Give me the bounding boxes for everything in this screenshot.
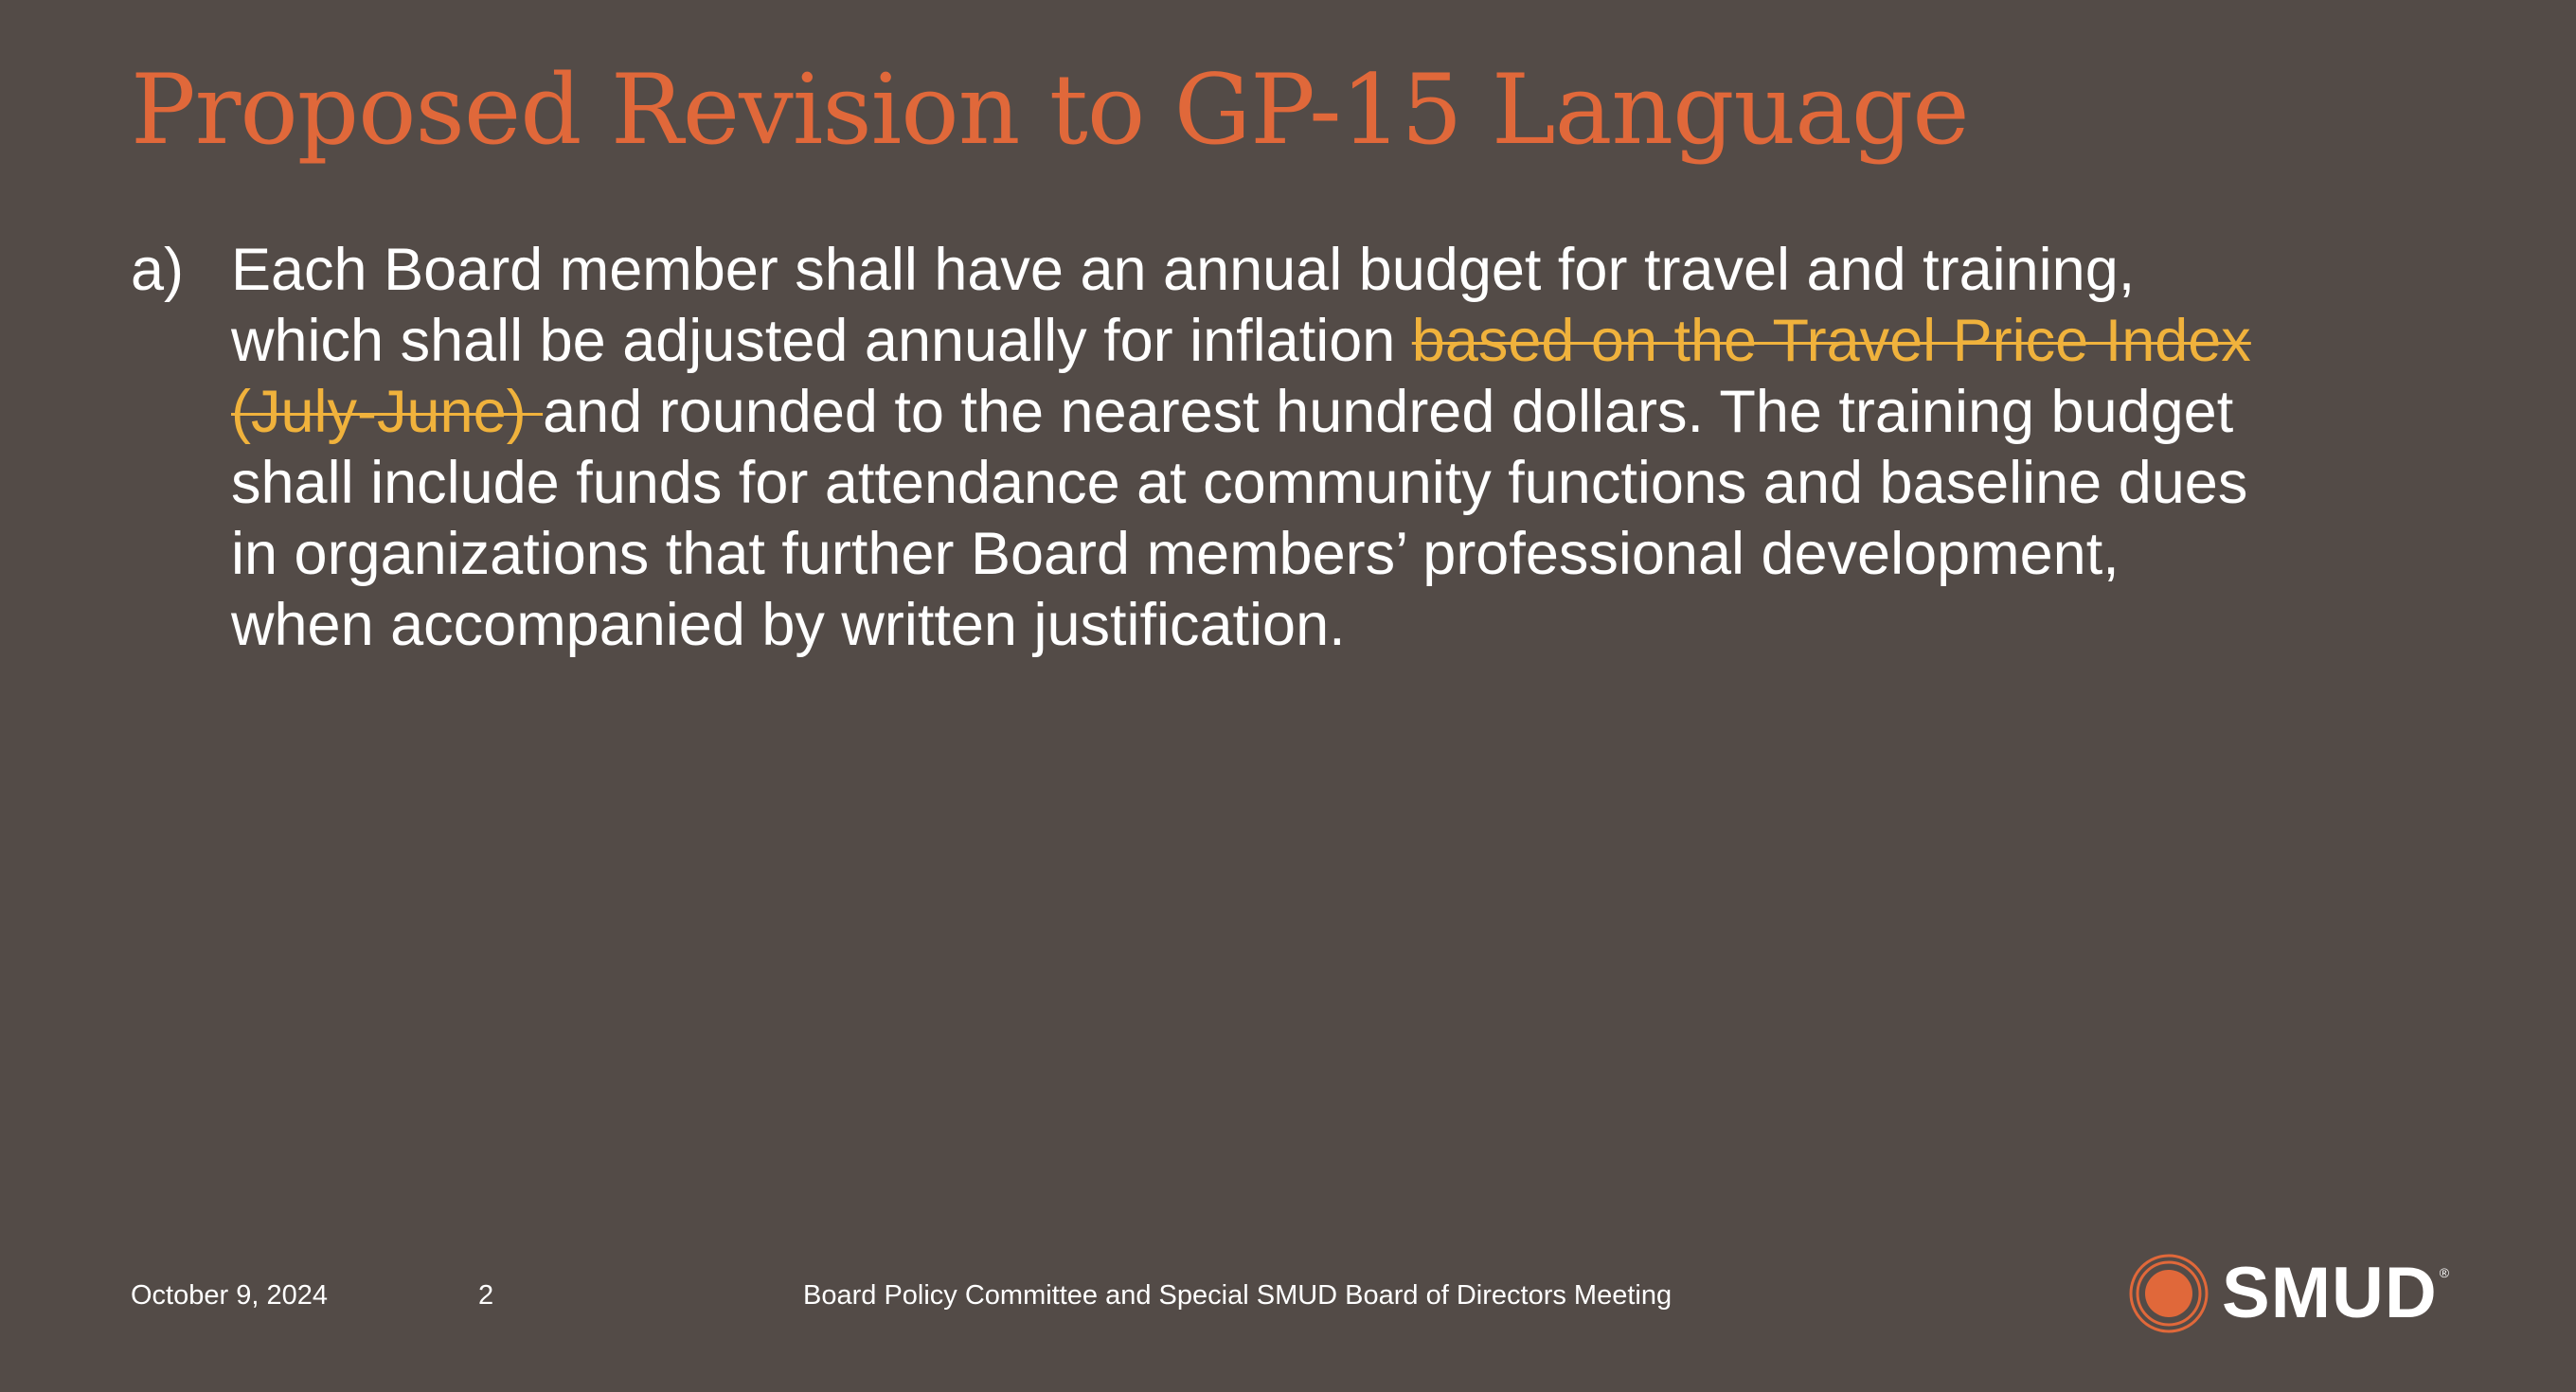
line-2-normal: which shall be adjusted annually for inflation	[231, 308, 1412, 374]
footer-date: October 9, 2024	[131, 1280, 328, 1311]
logo-wordmark: SMUD	[2222, 1253, 2438, 1333]
footer-meeting-name: Board Policy Committee and Special SMUD Board of Directors Meeting	[803, 1280, 1673, 1311]
bullet-label: a)	[131, 237, 185, 303]
bullet-line-4: shall include funds for attendance at community functions and baseline dues	[231, 450, 2248, 516]
line-3-normal: and rounded to the nearest hundred dollars. The training budget	[543, 379, 2234, 445]
bullet-line-3	[231, 377, 2504, 448]
struck-text-1: based on the Travel Price Index	[1411, 308, 2251, 374]
sun-circle-icon	[2129, 1254, 2209, 1333]
struck-text-2: (July-June)	[231, 379, 544, 445]
bullet-line-1: Each Board member shall have an annual budget for travel and training,	[231, 237, 2136, 303]
bullet-line-2	[231, 306, 2504, 377]
registered-mark: ®	[2439, 1265, 2450, 1280]
footer-page-number: 2	[478, 1280, 494, 1311]
bullet-line-6: when accompanied by written justification.	[231, 592, 1346, 658]
bullet-text	[231, 235, 2504, 661]
bullet-line-5: in organizations that further Board members’ professional development,	[231, 521, 2120, 587]
smud-logo	[2129, 1254, 2449, 1333]
slide-title: Proposed Revision to GP-15 Language	[131, 54, 1969, 167]
